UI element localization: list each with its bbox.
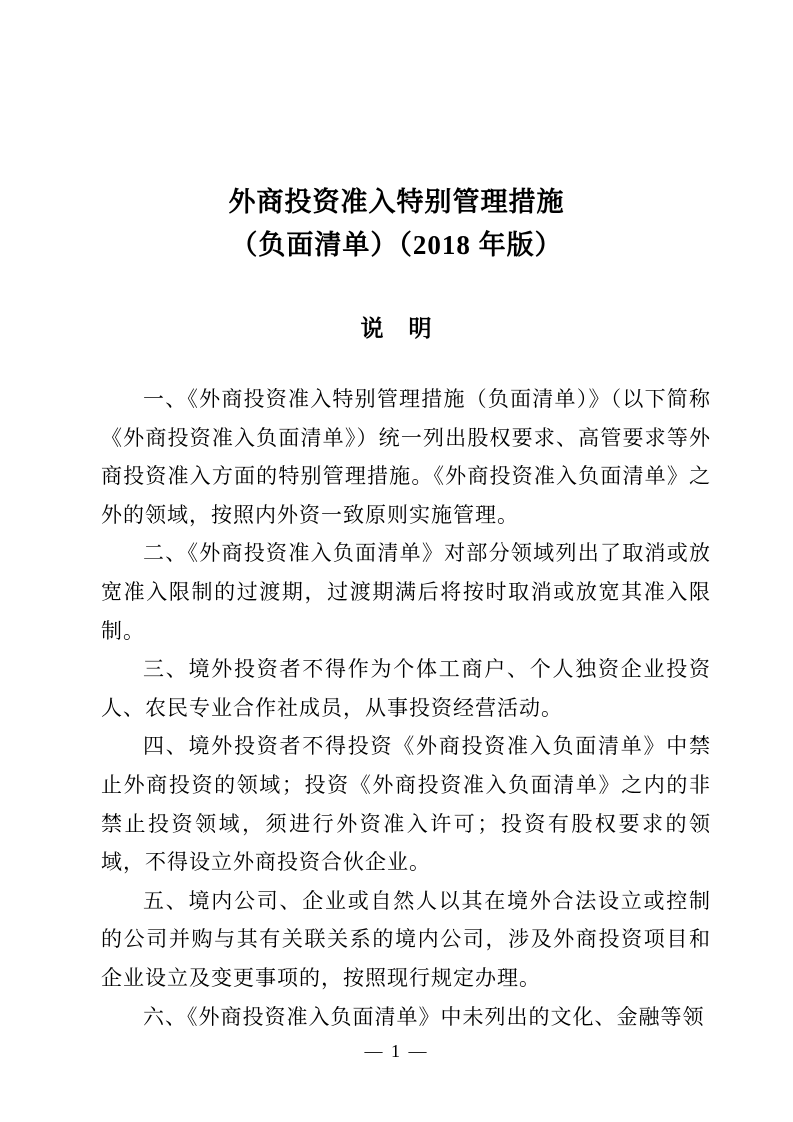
document-title-line-1: 外商投资准入特别管理措施	[228, 187, 565, 217]
paragraph-1: 一、《外商投资准入特别管理措施（负面清单）》（以下简称《外商投资准入负面清单》）统一列出股权要求、高管要求等外商投资准入方面的特别管理措施。《外商投资准入负面清单》之外的领域，按照内外资一致原则实施管理。	[101, 387, 711, 527]
document-body	[101, 380, 711, 1036]
paragraph-3: 三、境外投资者不得作为个体工商户、个人独资企业投资人、农民专业合作社成员，从事投资经营活动。	[101, 657, 711, 720]
paragraph-6: 六、《外商投资准入负面清单》中未列出的文化、金融等领	[143, 1004, 705, 1029]
paragraph-2: 二、《外商投资准入负面清单》对部分领域列出了取消或放宽准入限制的过渡期，过渡期满后将按时取消或放宽其准入限制。	[101, 541, 711, 643]
paragraph-4: 四、境外投资者不得投资《外商投资准入负面清单》中禁止外商投资的领域；投资《外商投资准入负面清单》之内的非禁止投资领域，须进行外资准入许可；投资有股权要求的领域，不得设立外商投资合伙企业。	[101, 734, 711, 875]
page-number: — 1 —	[364, 1041, 429, 1062]
section-heading: 说 明	[360, 316, 433, 341]
document-title-line-2: （负面清单）（2018 年版）	[230, 230, 563, 260]
paragraph-5: 五、境内公司、企业或自然人以其在境外合法设立或控制的公司并购与其有关联关系的境内公司，涉及外商投资项目和企业设立及变更事项的，按照现行规定办理。	[101, 888, 711, 990]
document-title	[0, 0, 793, 267]
